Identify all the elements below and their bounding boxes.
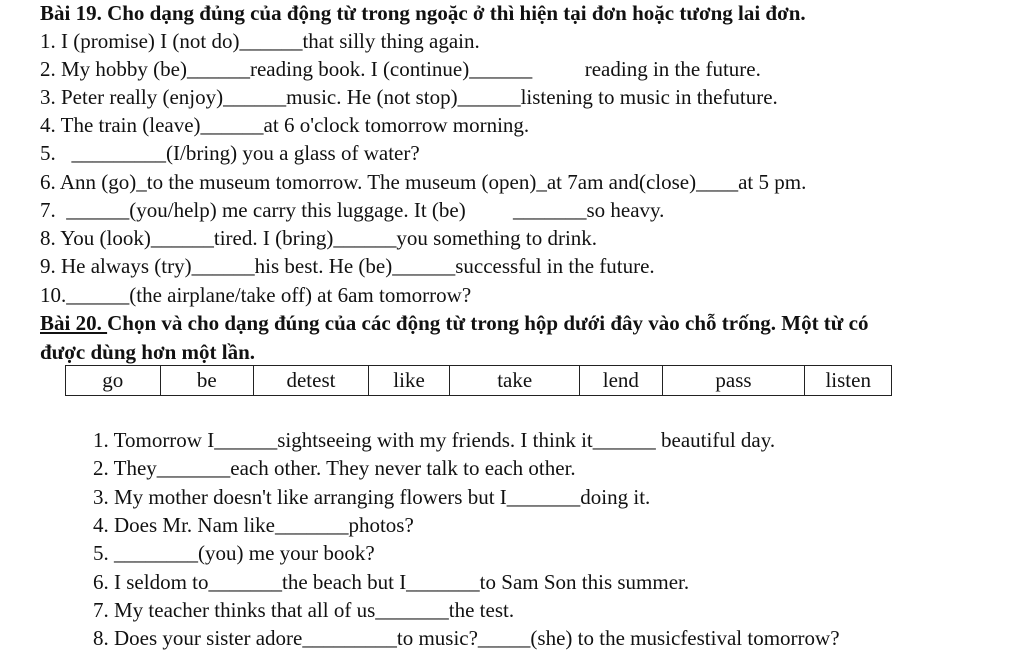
exercise-19-item: 9. He always (try)______his best. He (be)______successful in the future. xyxy=(40,254,655,278)
word-box-cell: detest xyxy=(254,366,369,396)
word-box-cell: be xyxy=(160,366,254,396)
exercise-19-item: 5. _________(I/bring) you a glass of water? xyxy=(40,141,420,165)
word-box-cell: like xyxy=(368,366,449,396)
exercise-20-label: Bài 20. xyxy=(40,311,108,335)
exercise-19-item: 6. Ann (go)_to the museum tomorrow. The museum (open)_at 7am and(close)____at 5 pm. xyxy=(40,170,807,194)
exercise-20-instruction: Chọn và cho dạng đúng của các động từ trong hộp dưới đây vào chỗ trống. Một từ có xyxy=(107,311,869,335)
exercise-20-item: 1. Tomorrow I______sightseeing with my friends. I think it______ beautiful day. xyxy=(93,428,776,452)
exercise-20-item: 7. My teacher thinks that all of us_______the test. xyxy=(93,598,515,622)
exercise-20-title-continued: được dùng hơn một lần. xyxy=(40,340,256,364)
exercise-19-item: 7. ______(you/help) me carry this luggage. It (be) _______so heavy. xyxy=(40,198,665,222)
word-box-cell: listen xyxy=(805,366,892,396)
word-box-cell: go xyxy=(66,366,161,396)
exercise-19-item: 8. You (look)______tired. I (bring)______you something to drink. xyxy=(40,226,598,250)
exercise-20-item: 3. My mother doesn't like arranging flowers but I_______doing it. xyxy=(93,485,651,509)
exercise-20-item: 5. ________(you) me your book? xyxy=(93,541,375,565)
word-box-cell: pass xyxy=(662,366,805,396)
word-box xyxy=(65,365,892,396)
word-box-cell: take xyxy=(450,366,580,396)
exercise-20-item: 4. Does Mr. Nam like_______photos? xyxy=(93,513,414,537)
exercise-20-item: 6. I seldom to_______the beach but I_______to Sam Son this summer. xyxy=(93,570,690,594)
exercise-19-title: Bài 19. Cho dạng đủng của động từ trong ngoặc ở thì hiện tại đơn hoặc tương lai đơn. xyxy=(40,1,806,25)
exercise-19-item: 3. Peter really (enjoy)______music. He (not stop)______listening to music in thefuture. xyxy=(40,85,778,109)
exercise-19-item: 1. I (promise) I (not do)______that silly thing again. xyxy=(40,29,480,53)
exercise-19-item: 4. The train (leave)______at 6 o'clock tomorrow morning. xyxy=(40,113,530,137)
exercise-20-item: 2. They_______each other. They never talk to each other. xyxy=(93,456,576,480)
exercise-20-title xyxy=(40,311,868,335)
exercise-19-item: 10.______(the airplane/take off) at 6am tomorrow? xyxy=(40,283,472,307)
word-box-cell: lend xyxy=(580,366,662,396)
exercise-20-item: 8. Does your sister adore_________to music?_____(she) to the musicfestival tomorrow? xyxy=(93,626,840,650)
exercise-19-item: 2. My hobby (be)______reading book. I (continue)______ reading in the future. xyxy=(40,57,761,81)
